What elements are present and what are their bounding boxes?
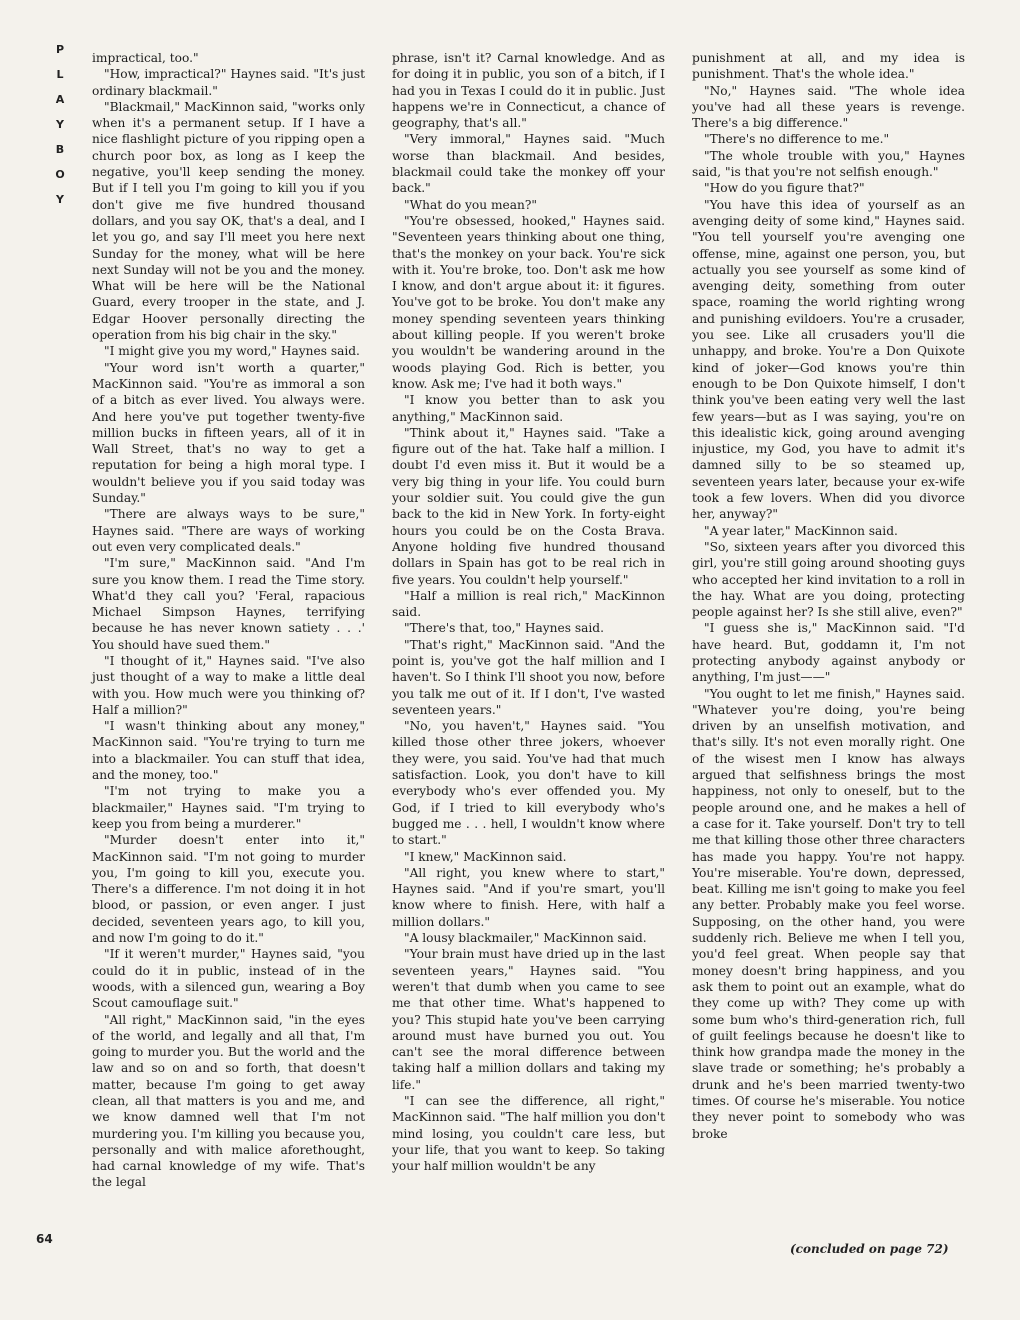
paragraph: "So, sixteen years after you divorced this girl, you're still going around shooting guys who accepted her kind invitation to a roll in the hay. What are you doing, protecting people against her? Is she still alive, even?" [692, 539, 965, 620]
paragraph: "I guess she is," MacKinnon said. "I'd have heard. But, goddamn it, I'm not protecting anybody against anybody or anything, I'm just——" [692, 621, 965, 685]
brand-letter: B [55, 143, 65, 156]
paragraph: "All right," MacKinnon said, "in the eyes of the world, and legally and all that, I'm going to murder you. But the world and the law and so on and so forth, that doesn't matter, because I'm going to get away clean, all that matters is you and me, and we know damned well that I'm not murdering you. I'm killing you because you, personally and with malice aforethought, had carnal knowledge of my wife. That's the legal [92, 1012, 365, 1190]
paragraph: "How, impractical?" Haynes said. "It's just ordinary blackmail." [92, 67, 365, 98]
brand-letter: A [55, 93, 65, 106]
paragraph: "If it weren't murder," Haynes said, "you could do it in public, instead of in the woods, with a silenced gun, wearing a Boy Scout camouflage suit." [92, 947, 365, 1011]
paragraph: "How do you figure that?" [704, 181, 865, 196]
paragraph: "That's right," MacKinnon said. "And the point is, you've got the half million and I haven't. So I think I'll shoot you now, before you talk me out of it. If I don't, I've wasted seventeen years." [392, 637, 665, 717]
paragraph: "I knew," MacKinnon said. [404, 849, 567, 864]
paragraph: "No, you haven't," Haynes said. "You killed those other three jokers, whoever they were, you said. You've had that much satisfaction. Look, you don't have to kill everybody who's ever offended you. My God, if I tried to kill everybody who's bugged me . . . hell, I wouldn't know where to start." [392, 719, 665, 848]
paragraph: "All right, you knew where to start," Haynes said. "And if you're smart, you'll know where to finish. Here, with half a million dollars." [392, 865, 665, 929]
paragraph: "I can see the difference, all right," MacKinnon said. "The half million you don't mind losing, you couldn't care less, but your life, that you want to keep. So taking your half million wouldn't be any [392, 1094, 665, 1174]
paragraph: "I might give you my word," Haynes said. [104, 344, 360, 359]
paragraph: "I'm sure," MacKinnon said. "And I'm sure you know them. I read the Time story. What'd they call you? 'Feral, rapacious Michael Simpson Haynes, terrifying because he has never known satiety . . .' You should have sued them." [92, 556, 365, 652]
paragraph: "I'm not trying to make you a blackmailer," Haynes said. "I'm trying to keep you from being a murderer." [92, 784, 365, 831]
paragraph: "I thought of it," Haynes said. "I've also just thought of a way to make a little deal with you. How much were you thinking of? Half a million?" [92, 653, 365, 717]
paragraph: "You ought to let me finish," Haynes said. "Whatever you're doing, you're being driven by an unselfish motivation, and that's silly. It's not even morally right. One of the wisest men I know has always argued that selfishness brings the most happiness, not only to oneself, but to the people around one, and he makes a hell of a case for it. Take yourself. Don't try to tell me that killing those other three characters has made you happy. You're not happy. You're miserable. You're down, depressed, beat. Killing me isn't going to make you feel any better. Probably make you feel worse. Supposing, on the other hand, you were suddenly rich. Believe me when I tell you, you'd feel great. When people say that money doesn't bring happiness, and you ask them to point out an example, what do they come up with? They come up with some bum who's third-generation rich, full of guilt feelings because he doesn't like to think how grandpa made the money in the slave trade or something; he's probably a drunk and he's been married twenty-two times. Of course he's miserable. You notice they never point to somebody who was broke [692, 686, 965, 1141]
paragraph: "The whole trouble with you," Haynes said, "is that you're not selfish enough." [692, 148, 965, 180]
paragraph: "Very immoral," Haynes said. "Much worse than blackmail. And besides, blackmail could take the monkey off your back." [392, 132, 665, 196]
paragraph: "You have this idea of yourself as an avenging deity of some kind," Haynes said. "You tell yourself you're avenging one offense, mine, against one person, you, but actually you see yourself as some kind of avenging deity, something from outer space, roaming the world righting wrong and punishing evildoers. You're a crusader, you see. Like all crusaders you'll die unhappy, and broke. You're a Don Quixote kind of joker—God knows you're thin enough to be Don Quixote himself, I don't think you've been eating very well the last few years—but as I was saying, you're on this idealistic kick, going around avenging injustice, my God, you have to admit it's damned silly to be so steamed up, seventeen years later, because your ex-wife took a few lovers. When did you divorce her, anyway?" [692, 197, 965, 522]
paragraph: "Blackmail," MacKinnon said, "works only when it's a permanent setup. If I have a nice flashlight picture of you ripping open a church poor box, as long as I keep the negative, you'll keep sending the money. But if I tell you I'm going to kill you if you don't give me five hundred thousand dollars, and you say OK, that's a deal, and I let you go, and say I'll meet you here next Sunday for the money, what will be here next Sunday will not be you and the money. What will be here will be the National Guard, every trooper in the state, and J. Edgar Hoover personally directing the operation from his big chair in the sky." [92, 99, 365, 343]
brand-letter: Y [56, 193, 64, 206]
text-column-middle [392, 50, 665, 1174]
continued-note: (concluded on page 72) [790, 1242, 949, 1256]
paragraph: "There are always ways to be sure," Haynes said. "There are ways of working out even very complicated deals." [92, 507, 365, 554]
paragraph: phrase, isn't it? Carnal knowledge. And as for doing it in public, you son of a bitch, if I had you in Texas I could do it in public. Just happens we're in Connecticut, a chance of geography, that's all." [392, 51, 665, 131]
brand-letter: L [56, 68, 64, 81]
paragraph: "You're obsessed, hooked," Haynes said. "Seventeen years thinking about one thing, that's the monkey on your back. You're sick with it. You're broke, too. Don't ask me how I know, and don't argue about it: it figures. You've got to be broke. You don't make any money spending seventeen years thinking about killing people. If you weren't broke you wouldn't be wandering around in the woods playing God. Rich is better, you know. Ask me; I've had it both ways." [392, 213, 665, 391]
paragraph: punishment at all, and my idea is punishment. That's the whole idea." [692, 51, 965, 82]
paragraph: "Murder doesn't enter into it," MacKinnon said. "I'm not going to murder you, I'm going to kill you, execute you. There's a difference. I'm not doing it in hot blood, or passion, or even anger. I just decided, seventeen years ago, to kill you, and now I'm going to do it." [92, 833, 365, 946]
text-column-right [692, 50, 965, 1142]
text-column-left [92, 50, 365, 1191]
paragraph: "No," Haynes said. "The whole idea you've had all these years is revenge. There's a big difference." [692, 83, 965, 131]
paragraph: "What do you mean?" [404, 197, 538, 212]
paragraph: impractical, too." [92, 51, 199, 65]
paragraph: "A year later," MacKinnon said. [704, 523, 898, 538]
brand-letter: Y [56, 118, 64, 131]
paragraph: "A lousy blackmailer," MacKinnon said. [404, 931, 647, 946]
brand-letter: P [55, 43, 65, 56]
paragraph: "There's that, too," Haynes said. [404, 621, 604, 636]
paragraph: "I know you better than to ask you anything," MacKinnon said. [392, 393, 665, 424]
playboy-vertical-logo [50, 44, 70, 206]
paragraph: "Your brain must have dried up in the last seventeen years," Haynes said. "You weren't that dumb when you came to see me that other time. What's happened to you? This stupid hate you've been carrying around must have burned you out. You can't see the moral difference between taking half a million dollars and taking my life." [392, 947, 665, 1092]
paragraph: "Half a million is real rich," MacKinnon said. [392, 588, 665, 620]
paragraph: "Think about it," Haynes said. "Take a figure out of the hat. Take half a million. I doubt I'd even miss it. But it would be a very big thing in your life. You could burn your soldier suit. You could give the gun back to the kid in New York. In forty-eight hours you could be on the Costa Brava. Anyone holding five hundred thousand dollars in Spain has got to be real rich in five years. You couldn't help yourself." [392, 425, 665, 587]
paragraph: "Your word isn't worth a quarter," MacKinnon said. "You're as immoral a son of a bitch as ever lived. You always were. And here you've put together twenty-five million bucks in fifteen years, all of it in Wall Street, that's no way to get a reputation for being a high moral type. I wouldn't believe you if you said today was Sunday." [92, 360, 365, 506]
paragraph: "There's no difference to me." [704, 132, 890, 147]
brand-letter: O [55, 168, 65, 181]
page-number: 64 [36, 1232, 53, 1246]
paragraph: "I wasn't thinking about any money," MacKinnon said. "You're trying to turn me into a blackmailer. You can stuff that idea, and the money, too." [92, 719, 365, 783]
